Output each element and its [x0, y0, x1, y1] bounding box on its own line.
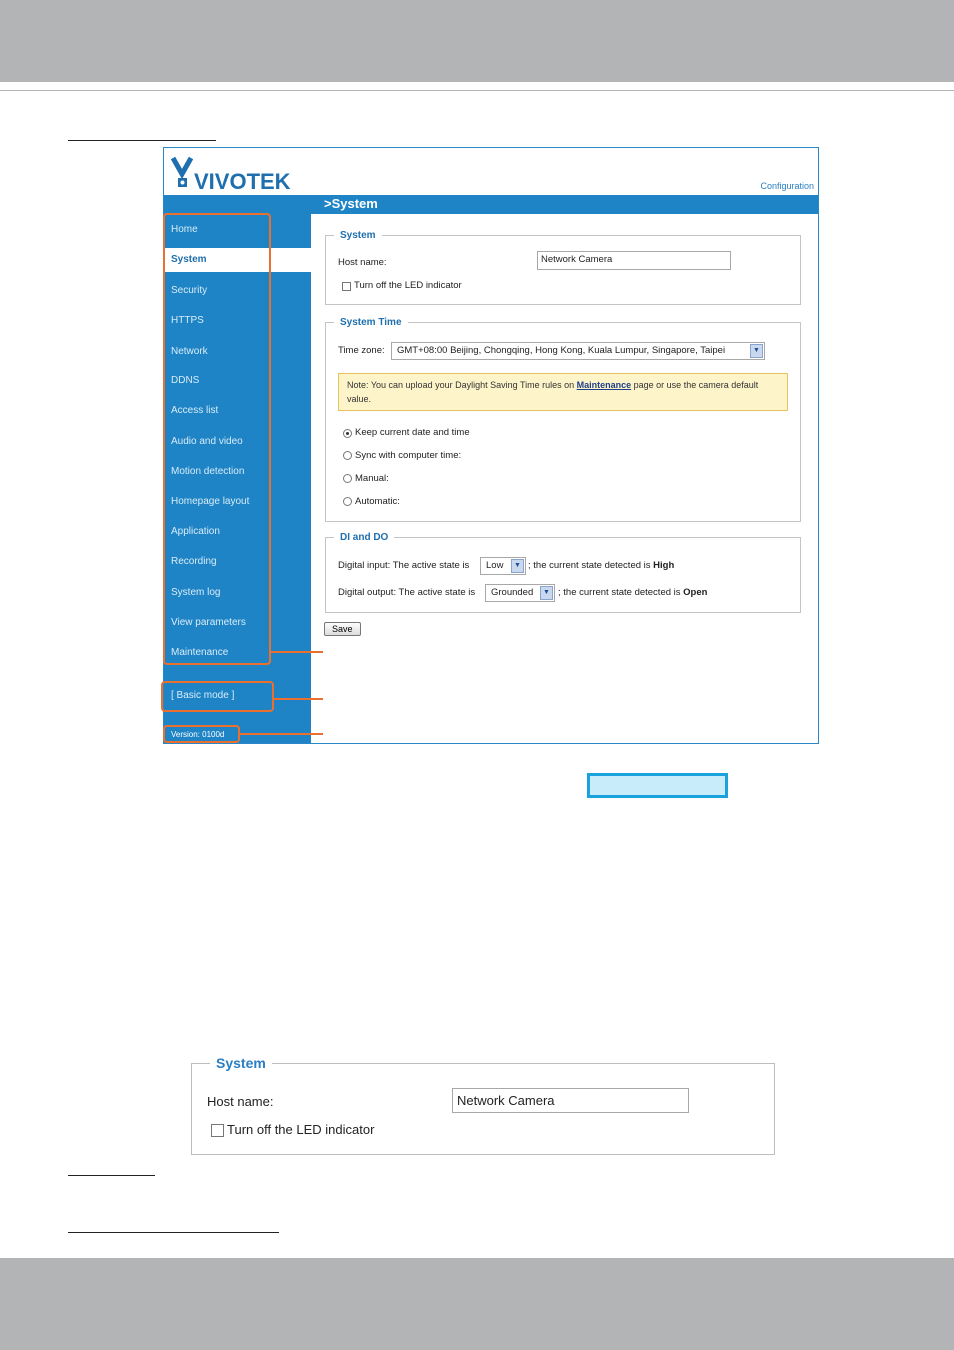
digital-output-state-text: ; the current state detected is Open — [558, 587, 708, 598]
sidebar-item-network[interactable]: Network — [171, 346, 208, 357]
chevron-down-icon: ▼ — [750, 344, 763, 358]
radio-automatic[interactable] — [343, 497, 352, 506]
radio-sync-computer-label: Sync with computer time: — [355, 450, 462, 461]
sidebar-item-audio-and-video[interactable]: Audio and video — [171, 436, 243, 447]
di-do-fieldset — [325, 532, 801, 613]
radio-manual-label: Manual: — [355, 473, 389, 484]
digital-output-select[interactable] — [485, 584, 555, 602]
system-legend: System — [340, 230, 376, 241]
system-time-legend: System Time — [340, 317, 402, 328]
header-rule — [0, 90, 954, 91]
time-zone-value: GMT+08:00 Beijing, Chongqing, Hong Kong, Kuala Lumpur, Singapore, Taipei — [397, 345, 726, 356]
led-label: Turn off the LED indicator — [354, 280, 462, 291]
title-bar — [164, 195, 818, 214]
time-zone-label: Time zone: — [338, 345, 385, 356]
save-button[interactable]: Save — [324, 622, 361, 636]
basic-mode-callout-line — [274, 698, 323, 700]
digital-input-state-text: ; the current state detected is High — [528, 560, 675, 571]
host-name-input[interactable]: Network Camera — [537, 251, 731, 270]
note-prefix: Note: You can upload your Daylight Saving Time rules on — [347, 380, 577, 390]
radio-keep-current[interactable] — [343, 429, 352, 438]
sidebar-item-https[interactable]: HTTPS — [171, 315, 204, 326]
digital-input-value: Low — [486, 560, 504, 571]
digital-input-label: Digital input: The active state is — [338, 560, 470, 571]
basic-mode-callout — [161, 681, 274, 712]
zoom-host-name-label: Host name: — [207, 1094, 274, 1109]
zoom-system-legend: System — [216, 1055, 266, 1071]
menu-callout-line — [271, 651, 323, 653]
note-suffix: page or use the camera default value. — [347, 380, 759, 404]
zoom-led-checkbox[interactable] — [211, 1124, 224, 1137]
sidebar-item-maintenance[interactable]: Maintenance — [171, 647, 229, 658]
sidebar-item-motion-detection[interactable]: Motion detection — [171, 466, 245, 477]
configuration-link[interactable]: Configuration — [760, 181, 814, 191]
zoom-led-label: Turn off the LED indicator — [227, 1122, 375, 1137]
version-callout — [163, 725, 240, 743]
svg-text:VIVOTEK: VIVOTEK — [194, 169, 291, 194]
sidebar-item-system[interactable]: System — [164, 248, 311, 272]
vivotek-logo — [170, 154, 300, 194]
digital-input-state: High — [653, 560, 675, 571]
section-underline — [68, 1175, 155, 1176]
sidebar-item-homepage-layout[interactable]: Homepage layout — [171, 496, 250, 507]
highlight-box — [587, 773, 728, 798]
section-underline-2 — [68, 1232, 279, 1233]
digital-input-select[interactable] — [480, 557, 526, 575]
page-title: >System — [324, 196, 378, 211]
sidebar-item-home[interactable]: Home — [171, 224, 198, 235]
page-header-band — [0, 0, 954, 82]
digital-output-state: Open — [683, 587, 708, 598]
radio-keep-current-label: Keep current date and time — [355, 427, 470, 438]
version-callout-line — [240, 733, 323, 735]
sidebar-item-access-list[interactable]: Access list — [171, 405, 219, 416]
page-footer-band — [0, 1258, 954, 1350]
sidebar-item-view-parameters[interactable]: View parameters — [171, 617, 246, 628]
sidebar-item-application[interactable]: Application — [171, 526, 220, 537]
radio-manual[interactable] — [343, 474, 352, 483]
zoom-host-name-input[interactable]: Network Camera — [452, 1088, 689, 1113]
digital-output-value: Grounded — [491, 587, 534, 598]
host-name-label: Host name: — [338, 257, 387, 268]
radio-sync-computer[interactable] — [343, 451, 352, 460]
led-checkbox[interactable] — [342, 282, 351, 291]
chevron-down-icon: ▼ — [540, 586, 553, 600]
di-do-legend: DI and DO — [340, 532, 389, 543]
radio-automatic-label: Automatic: — [355, 496, 400, 507]
sidebar-item-security[interactable]: Security — [171, 285, 208, 296]
menu-highlight-callout — [163, 213, 271, 665]
chevron-down-icon: ▼ — [511, 559, 524, 573]
heading-underline — [68, 140, 216, 141]
basic-mode-link[interactable]: [ Basic mode ] — [171, 690, 235, 701]
time-zone-select[interactable] — [391, 342, 765, 360]
sidebar-item-system-log[interactable]: System log — [171, 587, 221, 598]
dst-note — [338, 373, 788, 411]
maintenance-link[interactable]: Maintenance — [576, 380, 632, 390]
sidebar-item-recording[interactable]: Recording — [171, 556, 217, 567]
version-label: Version: 0100d — [171, 730, 225, 739]
sidebar-item-ddns[interactable]: DDNS — [171, 375, 200, 386]
digital-output-label: Digital output: The active state is — [338, 587, 476, 598]
